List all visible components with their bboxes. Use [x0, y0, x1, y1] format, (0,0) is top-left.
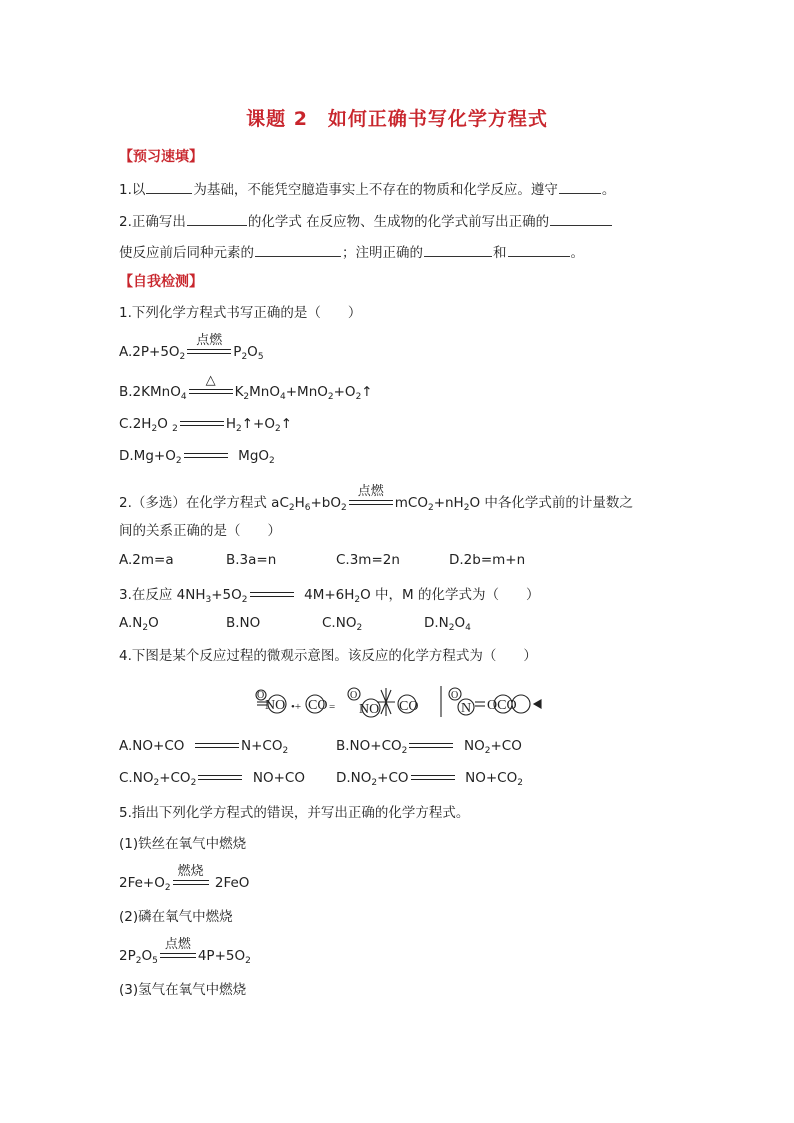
equals-sign	[173, 864, 209, 888]
svg-text:NO: NO	[265, 698, 286, 713]
equals-sign	[160, 937, 196, 961]
preview-q2-text-e: 和	[493, 245, 507, 261]
page-title: 课题 2 如何正确书写化学方程式	[246, 108, 548, 130]
q2-option-b[interactable]: B.3a=n	[226, 552, 277, 568]
q3-option-a[interactable]: $A.N_2O$	[119, 615, 159, 633]
svg-text:O: O	[350, 690, 358, 701]
q2-stem-a: 2.（多选）在化学方程式 aC	[119, 495, 289, 511]
q2-stem: 2.（多选）在化学方程式 $aC_2H_6+bO_2$ 点燃 $mCO_2+nH_2O$ 中各化学式前的计量数之	[119, 491, 633, 511]
equals-sign	[409, 741, 453, 751]
q4-option-d[interactable]: $D.NO_2+CO$ $NO+CO_2$	[336, 770, 523, 788]
q3-option-d-text: D.N	[424, 615, 449, 631]
q1-a-left: A.2P+5O	[119, 344, 180, 360]
q4-option-b[interactable]: $B.NO+CO_2$ $NO_2+CO$	[336, 738, 522, 756]
q3-option-c[interactable]: $C.NO_2$	[322, 615, 363, 633]
q5-e2-right: 4P+5O	[197, 948, 246, 964]
q5-equation1: $2Fe+O_2$ 燃烧 2FeO	[119, 875, 249, 891]
reaction-condition: 点燃	[164, 937, 191, 952]
q4-option-a-right: N+CO	[240, 738, 283, 754]
q4-option-b-right2: +CO	[490, 738, 522, 754]
q1-a-right: P	[233, 344, 242, 360]
q3-option-b-text: B.NO	[226, 615, 261, 631]
q2-stem-line2: 间的关系正确的是（ ）	[119, 523, 281, 539]
equals-sign	[184, 451, 228, 461]
q1-option-a[interactable]: $A.2P+5O_2$ 点燃 $P_2O_5$	[119, 344, 264, 360]
q4-option-c[interactable]: $C.NO_2+CO_2$ NO+CO	[119, 770, 305, 788]
q1-d-right: MgO	[238, 448, 270, 464]
blank[interactable]	[559, 179, 601, 194]
preview-q2-line2	[119, 241, 584, 261]
reaction-condition: 点燃	[196, 333, 223, 348]
equals-sign	[195, 741, 239, 751]
q2-option-c[interactable]: C.3m=2n	[336, 552, 400, 568]
q1-option-d[interactable]: $D.Mg+O_2$ MgO$_2$	[119, 448, 275, 466]
section-preview-heading: 【预习速填】	[119, 149, 203, 165]
preview-q2-text-f: 。	[570, 245, 584, 261]
preview-q1-text-c: 。	[601, 182, 616, 198]
q5-part3: (3)氢气在氧气中燃烧	[119, 982, 247, 998]
svg-text:OCO: OCO	[487, 698, 517, 713]
svg-text:O: O	[451, 690, 459, 701]
q4-option-c-right: NO+CO	[252, 770, 305, 786]
svg-text:=: =	[329, 701, 336, 713]
blank[interactable]	[424, 242, 492, 257]
reaction-condition: 燃烧	[177, 864, 204, 879]
q3-option-a-text: A.N	[119, 615, 143, 631]
equals-sign	[411, 773, 455, 783]
q1-c-right: H	[225, 416, 237, 432]
preview-q1-text-a: 1.以	[119, 182, 146, 198]
q4-option-a[interactable]: A.NO+CO $N+CO_2$	[119, 738, 289, 756]
preview-q1	[119, 178, 615, 198]
q4-option-d-left: D.NO	[336, 770, 372, 786]
section-selfcheck-heading: 【自我检测】	[119, 274, 203, 290]
q3-option-d[interactable]: $D.N_2O_4$	[424, 615, 471, 633]
q1-b-right: K	[234, 384, 244, 400]
q1-option-c[interactable]: $C.2H_2O$ $_2$ $H_2↑+O_2↑$	[119, 416, 293, 434]
q4-option-b-left: B.NO+CO	[336, 738, 402, 754]
q4-stem: 4.下图是某个反应过程的微观示意图。该反应的化学方程式为（ ）	[119, 648, 537, 664]
q3-option-b[interactable]	[226, 615, 260, 631]
svg-text:•+: •+	[291, 701, 302, 713]
equals-sign	[349, 484, 393, 508]
q5-e2-left: 2P	[119, 948, 136, 964]
blank[interactable]	[146, 179, 192, 194]
q4-option-d-mid: +CO	[377, 770, 409, 786]
q4-option-d-right: NO+CO	[465, 770, 518, 786]
equals-sign	[187, 333, 231, 357]
q3-stem-a: 3.在反应 4NH	[119, 587, 206, 603]
svg-text:NO: NO	[359, 702, 380, 717]
q1-b-left: B.2KMnO	[119, 384, 181, 400]
preview-q1-text-b: 为基础，不能凭空臆造事实上不存在的物质和化学反应。遵守	[193, 182, 558, 198]
reaction-condition: △	[205, 373, 216, 388]
q5-e1-right: 2FeO	[214, 875, 250, 891]
q5-part1: (1)铁丝在氧气中燃烧	[119, 836, 247, 852]
q3-option-c-text: C.NO	[322, 615, 357, 631]
q1-c-left: C.2H	[119, 416, 152, 432]
q3-stem: 3.在反应 $4NH_3+5O_2$ $4M+6H_2O$ 中，M 的化学式为（ ）	[119, 587, 540, 605]
q5-equation2: $2P_2O_5$ 点燃 $4P+5O_2$	[119, 948, 251, 964]
q2-stem-b: 中各化学式前的计量数之	[484, 495, 633, 511]
q4-option-a-left: A.NO+CO	[119, 738, 185, 754]
svg-text:N: N	[461, 701, 472, 716]
q4-option-b-right: NO	[463, 738, 485, 754]
q1-stem: 1.下列化学方程式书写正确的是（ ）	[119, 305, 362, 321]
reaction-micro-diagram	[255, 684, 545, 718]
q4-option-c-left: C.NO	[119, 770, 154, 786]
q3-stem-c: O 中，M 的化学式为（ ）	[360, 587, 540, 603]
equals-sign	[180, 419, 224, 429]
q5-stem: 5.指出下列化学方程式的错误，并写出正确的化学方程式。	[119, 805, 470, 821]
blank[interactable]	[255, 242, 341, 257]
svg-text:CO: CO	[308, 698, 328, 713]
q4-option-c-mid: +CO	[159, 770, 191, 786]
preview-q2-text-b: 的化学式 在反应物、生成物的化学式前写出正确的	[247, 214, 550, 230]
blank[interactable]	[550, 211, 612, 226]
reaction-condition: 点燃	[357, 484, 384, 499]
equals-sign	[189, 373, 233, 397]
equals-sign	[198, 773, 242, 783]
svg-text:CO: CO	[399, 699, 419, 714]
preview-q2-text-a: 2.正确写出	[119, 214, 186, 230]
preview-q2-text-c: 使反应前后同种元素的	[119, 245, 254, 261]
q2-option-a[interactable]: A.2m=a	[119, 552, 174, 568]
equals-sign	[250, 590, 294, 600]
blank[interactable]	[187, 211, 247, 226]
q5-e1-left: 2Fe+O	[119, 875, 165, 891]
preview-q2-text-d: ；注明正确的	[342, 245, 423, 261]
q3-stem-b: 4M+6H	[304, 587, 355, 603]
q1-d-left: D.Mg+O	[119, 448, 176, 464]
q5-part2: (2)磷在氧气中燃烧	[119, 909, 233, 925]
preview-q2	[119, 210, 613, 230]
blank[interactable]	[508, 242, 570, 257]
q1-option-b[interactable]: B.2KMnO$_4$ △ $K_2MnO_4+MnO_2+O_2↑$	[119, 373, 373, 402]
q2-option-d[interactable]: D.2b=m+n	[449, 552, 526, 568]
svg-text:O: O	[257, 690, 265, 701]
